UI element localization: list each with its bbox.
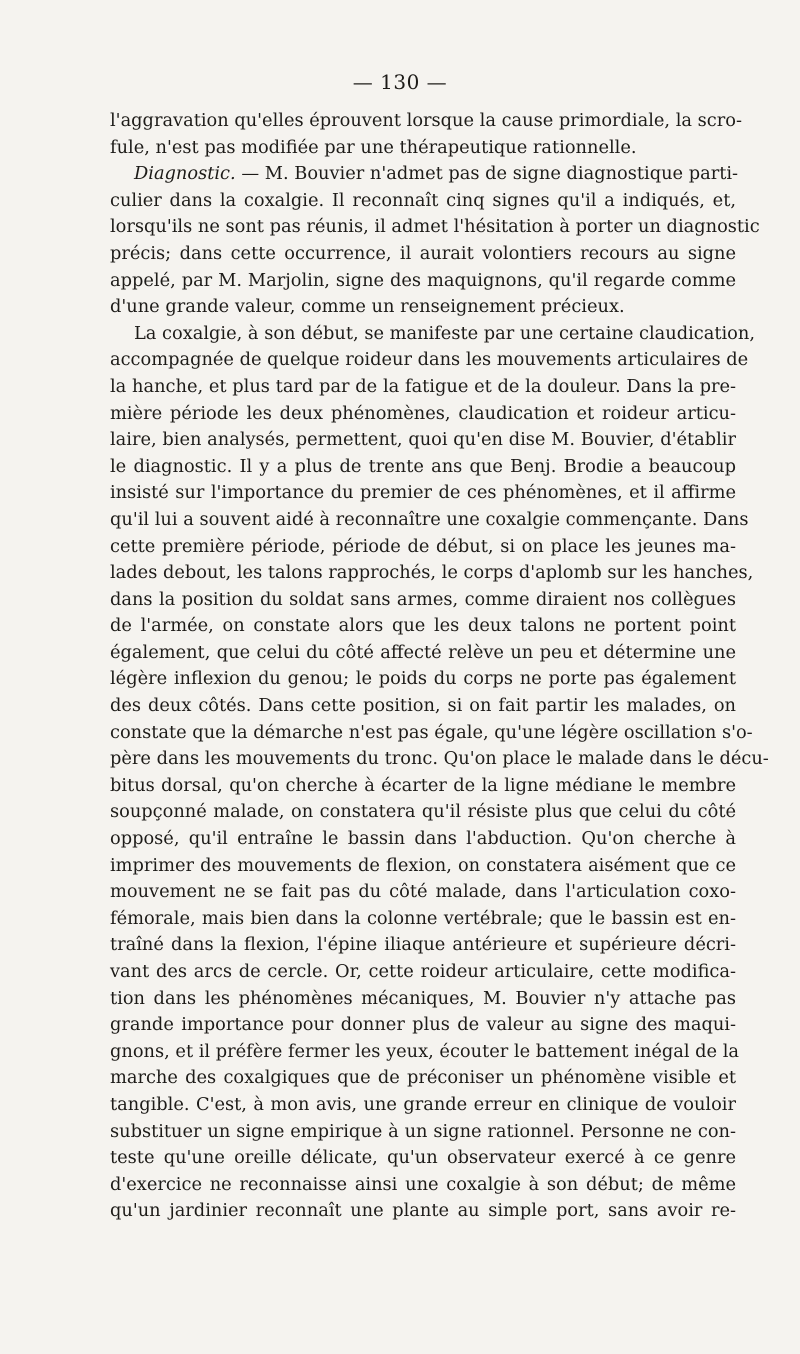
text-line <box>110 161 739 188</box>
text-line: mière période les deux phénomènes, claudication et roideur articu- <box>110 402 736 424</box>
page-number: — 130 — <box>352 70 448 94</box>
text-line: fémorale, mais bien dans la colonne vertébrale; que le bassin est en- <box>110 907 736 929</box>
text-line: substituer un signe empirique à un signe rationnel. Personne ne con- <box>110 1120 736 1142</box>
text-line: mouvement ne se fait pas du côté malade, dans l'articulation coxo- <box>110 881 736 903</box>
text-line: lorsqu'ils ne sont pas réunis, il admet l'hésitation à porter un diagnostic <box>110 216 760 238</box>
text-line: également, que celui du côté affecté relève un peu et détermine une <box>110 641 736 663</box>
text-line: marche des coxalgiques que de préconiser un phénomène visible et <box>110 1067 736 1089</box>
text-line: gnons, et il préfère fermer les yeux, écouter le battement inégal de la <box>110 1040 740 1062</box>
text-line: dans la position du soldat sans armes, comme diraient nos collègues <box>110 588 736 610</box>
text-line: appelé, par M. Marjolin, signe des maquignons, qu'il regarde comme <box>110 269 736 291</box>
text-line: qu'un jardinier reconnaît une plante au simple port, sans avoir re- <box>110 1200 736 1222</box>
section-heading-diagnostic: Diagnostic. <box>134 163 236 185</box>
text-line: qu'il lui a souvent aidé à reconnaître une coxalgie commençante. Dans <box>110 508 749 530</box>
text-line: d'une grande valeur, comme un renseignement précieux. <box>110 296 625 318</box>
text-line: La coxalgie, à son début, se manifeste par une certaine claudication, <box>134 322 755 344</box>
text-line: grande importance pour donner plus de valeur au signe des maqui- <box>110 1014 736 1036</box>
text-line: accompagnée de quelque roideur dans les mouvements articulaires de <box>110 349 749 371</box>
text-line: l'aggravation qu'elles éprouvent lorsque la cause primordiale, la scro- <box>110 110 742 131</box>
text-line: soupçonné malade, on constatera qu'il résiste plus que celui du côté <box>110 801 736 823</box>
text-line: précis; dans cette occurrence, il aurait volontiers recours au signe <box>110 242 736 264</box>
text-line: laire, bien analysés, permettent, quoi qu'en dise M. Bouvier, d'établir <box>110 429 736 451</box>
text-line: d'exercice ne reconnaisse ainsi une coxalgie à son début; de même <box>110 1173 736 1195</box>
text-line: constate que la démarche n'est pas égale, qu'une légère oscillation s'o- <box>110 721 753 743</box>
text-line: père dans les mouvements du tronc. Qu'on place le malade dans le décu- <box>110 748 769 770</box>
text-line: le diagnostic. Il y a plus de trente ans que Benj. Brodie a beaucoup <box>110 455 736 477</box>
body-text <box>110 108 769 1225</box>
text-line: opposé, qu'il entraîne le bassin dans l'abduction. Qu'on cherche à <box>110 828 736 850</box>
text-line: fule, n'est pas modifiée par une thérapeutique rationnelle. <box>110 136 637 158</box>
text-line: cette première période, période de début, si on place les jeunes ma- <box>110 535 736 557</box>
text-line: insisté sur l'importance du premier de ces phénomènes, et il affirme <box>110 482 736 504</box>
text-line: bitus dorsal, qu'on cherche à écarter de la ligne médiane le membre <box>110 774 736 796</box>
text-line: légère inflexion du genou; le poids du corps ne porte pas également <box>110 668 736 690</box>
text-line: des deux côtés. Dans cette position, si on fait partir les malades, on <box>110 695 736 717</box>
text-line: imprimer des mouvements de flexion, on constatera aisément que ce <box>110 854 736 876</box>
text-line: de l'armée, on constate alors que les deux talons ne portent point <box>110 615 736 637</box>
text-line: la hanche, et plus tard par de la fatigue et de la douleur. Dans la pre- <box>110 375 736 397</box>
text-line: traîné dans la flexion, l'épine iliaque antérieure et supérieure décri- <box>110 934 736 956</box>
text-line: culier dans la coxalgie. Il reconnaît cinq signes qu'il a indiqués, et, <box>110 189 736 211</box>
text-line-segment: — M. Bouvier n'admet pas de signe diagnostique parti- <box>241 163 739 185</box>
text-line: lades debout, les talons rapprochés, le corps d'aplomb sur les hanches, <box>110 562 754 584</box>
text-line: vant des arcs de cercle. Or, cette roideur articulaire, cette modifica- <box>110 961 736 982</box>
text-line: tion dans les phénomènes mécaniques, M. Bouvier n'y attache pas <box>110 987 736 1009</box>
text-line: teste qu'une oreille délicate, qu'un observateur exercé à ce genre <box>110 1147 736 1169</box>
text-line: tangible. C'est, à mon avis, une grande erreur en clinique de vouloir <box>110 1093 736 1115</box>
